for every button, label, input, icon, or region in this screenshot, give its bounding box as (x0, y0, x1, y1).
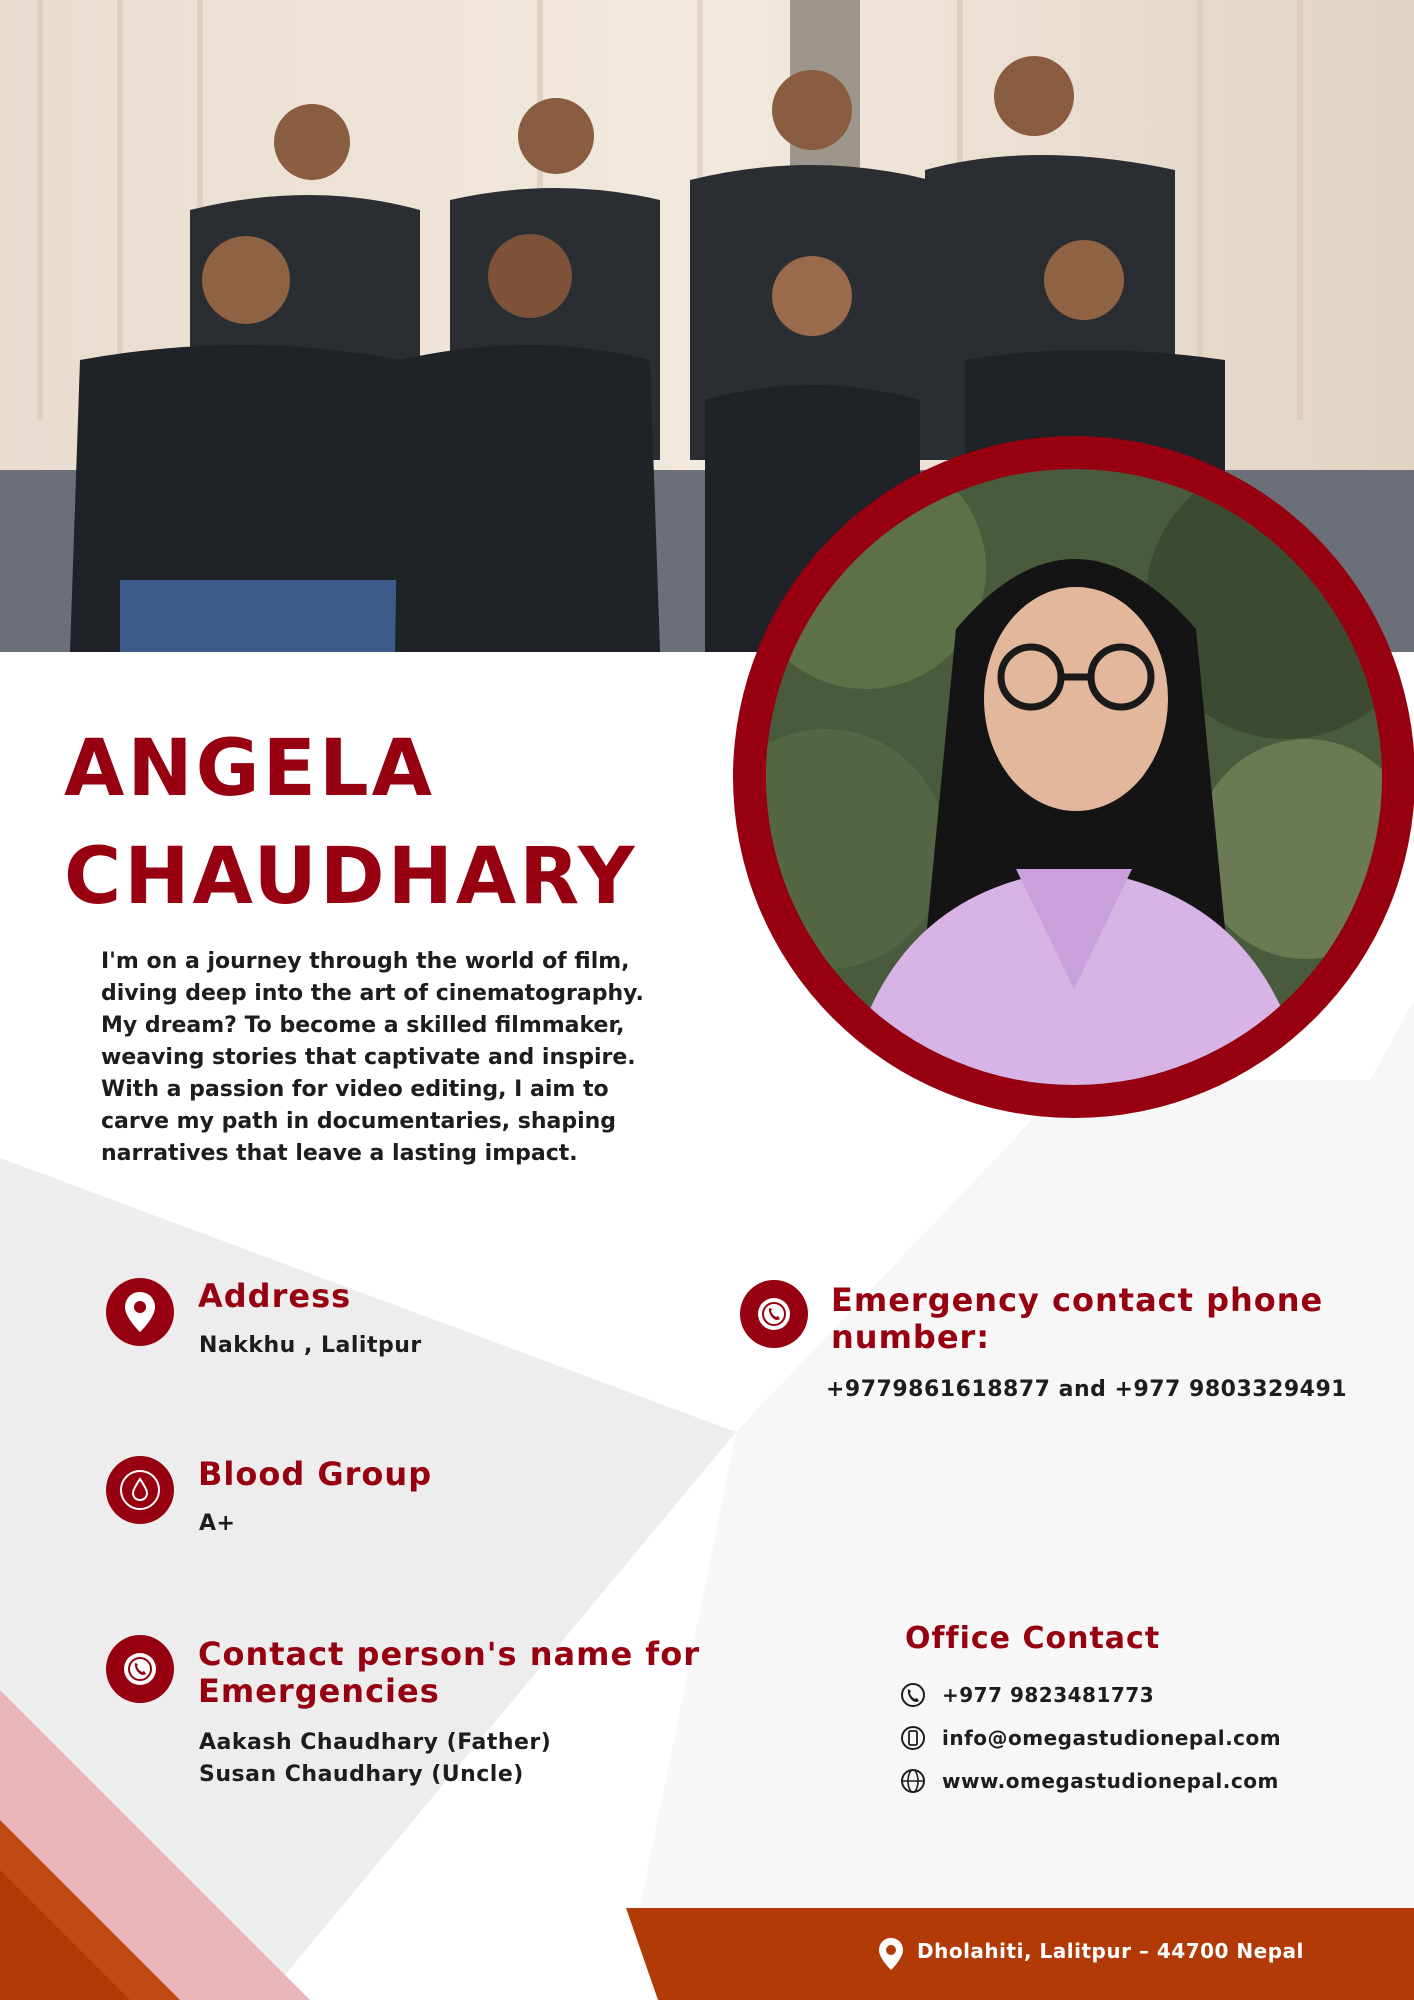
office-email-row (900, 1723, 1281, 1753)
bio-line: narratives that leave a lasting impact. (101, 1141, 578, 1166)
bio-line: carve my path in documentaries, shaping (101, 1109, 617, 1134)
office-website[interactable]: www.omegastudionepal.com (942, 1769, 1279, 1793)
whatsapp-icon (106, 1635, 174, 1703)
bio-line: With a passion for video editing, I aim to (101, 1077, 609, 1102)
bio-paragraph (101, 946, 661, 1170)
phone-icon (900, 1682, 926, 1708)
office-contact-heading: Office Contact (905, 1621, 1161, 1656)
emergency-contact-names (199, 1727, 551, 1791)
office-phone-row (900, 1680, 1154, 1710)
address-heading: Address (198, 1277, 352, 1315)
address-value: Nakkhu , Lalitpur (199, 1333, 422, 1358)
heading-line: Emergencies (198, 1672, 440, 1710)
bio-line: My dream? To become a skilled filmmaker, (101, 1013, 625, 1038)
bio-line: weaving stories that captivate and inspire. (101, 1045, 636, 1070)
last-name: CHAUDHARY (64, 832, 638, 922)
blood-drop-icon (106, 1456, 174, 1524)
blood-group-value: A+ (199, 1511, 236, 1536)
contact-name: Susan Chaudhary (Uncle) (199, 1762, 524, 1787)
blood-group-heading: Blood Group (198, 1455, 433, 1493)
portrait-photo (766, 469, 1382, 1085)
heading-line: number: (831, 1318, 991, 1356)
emergency-phone-value: +9779861618877 and +977 9803329491 (826, 1377, 1348, 1402)
footer-address: Dholahiti, Lalitpur – 44700 Nepal (917, 1939, 1304, 1963)
office-website-row (900, 1766, 1279, 1796)
heading-line: Emergency contact phone (831, 1281, 1324, 1319)
whatsapp-icon (740, 1280, 808, 1348)
office-email[interactable]: info@omegastudionepal.com (942, 1726, 1282, 1750)
bio-line: I'm on a journey through the world of film, (101, 949, 630, 974)
emergency-phone-heading (831, 1282, 1323, 1356)
first-name: ANGELA (64, 724, 436, 814)
location-pin-icon (106, 1278, 174, 1346)
contact-name: Aakash Chaudhary (Father) (199, 1730, 552, 1755)
emergency-contact-heading (198, 1636, 700, 1710)
location-pin-icon (878, 1937, 904, 1975)
office-phone: +977 9823481773 (942, 1683, 1155, 1707)
bio-line: diving deep into the art of cinematography. (101, 981, 644, 1006)
globe-icon (900, 1768, 926, 1794)
heading-line: Contact person's name for (198, 1635, 700, 1673)
mobile-icon (900, 1725, 926, 1751)
